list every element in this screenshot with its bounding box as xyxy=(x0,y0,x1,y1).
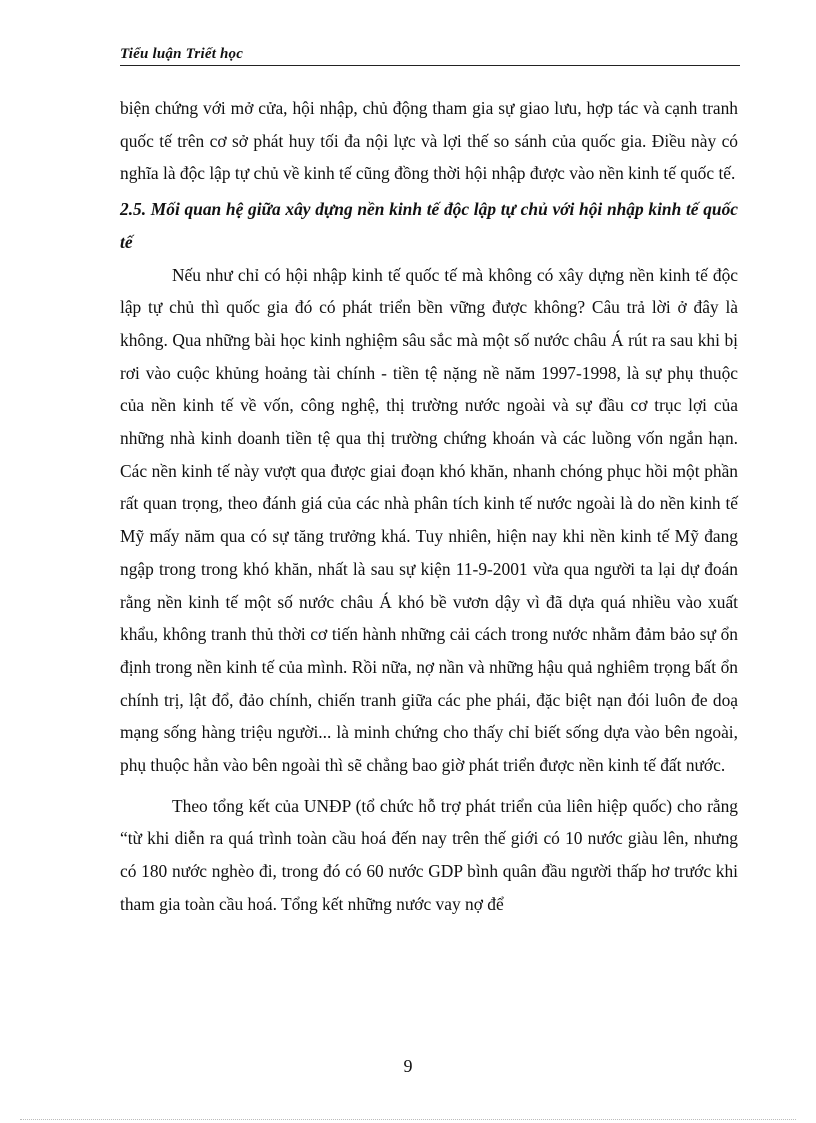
paragraph-body: Nếu như chỉ có hội nhập kinh tế quốc tế mà không có xây dựng nền kinh tế độc lập tự chủ thì quốc gia đó có phát triển bền vững được không? Câu trả lời ở đây là không. Qua những bài học kinh nghiệm sâu sắc mà một số nước châu Á rút ra sau khi bị rơi vào cuộc khủng hoảng tài chính - tiền tệ nặng nề năm 1997-1998, là sự phụ thuộc của nền kinh tế về vốn, công nghệ, thị trường nước ngoài và sự đầu cơ trục lợi của những nhà kinh doanh tiền tệ qua thị trường chứng khoán và các luồng vốn ngắn hạn. Các nền kinh tế này vượt qua được giai đoạn khó khăn, nhanh chóng phục hồi một phần rất quan trọng, theo đánh giá của các nhà phân tích kinh tế nước ngoài là do nền kinh tế Mỹ mấy năm qua có sự tăng trưởng khá. Tuy nhiên, hiện nay khi nền kinh tế Mỹ đang ngập trong trong khó khăn, nhất là sau sự kiện 11-9-2001 vừa qua người ta lại dự đoán rằng nền kinh tế một số nước châu Á khó bề vươn dậy vì đã dựa quá nhiều vào xuất khẩu, không tranh thủ thời cơ tiến hành những cải cách trong nước nhằm đảm bảo sự ổn định trong nền kinh tế của mình. Rồi nữa, nợ nần và những hậu quả nghiêm trọng bất ổn chính trị, lật đổ, đảo chính, chiến tranh giữa các phe phái, đặc biệt nạn đói luôn đe doạ mạng sống hàng triệu người... là minh chứng cho thấy chỉ biết sống dựa vào bên ngoài, phụ thuộc hẳn vào bên ngoài thì sẽ chẳng bao giờ phát triển được nền kinh tế đất nước. xyxy=(120,264,738,776)
header-title: Tiểu luận Triết học xyxy=(120,46,244,62)
header-rule xyxy=(120,65,740,66)
paragraph-body: Theo tổng kết của UNĐP (tổ chức hỗ trợ phát triển của liên hiệp quốc) cho rằng “từ khi diễn ra quá trình toàn cầu hoá đến nay trên thế giới có 10 nước giàu lên, nhưng có 180 nước nghèo đi, trong đó có 60 nước GDP bình quân đầu người thấp hơ trước khi tham gia toàn cầu hoá. Tổng kết những nước vay nợ để xyxy=(120,795,738,914)
page-number: 9 xyxy=(403,1056,413,1076)
paragraph-continuation: biện chứng với mở cửa, hội nhập, chủ động tham gia sự giao lưu, hợp tác và cạnh tranh quốc tế trên cơ sở phát huy tối đa nội lực và lợi thế so sánh của quốc gia. Điều này có nghĩa là độc lập tự chủ về kinh tế cũng đồng thời hội nhập được vào nền kinh tế quốc tế. xyxy=(120,98,738,184)
body-text xyxy=(120,92,738,921)
page-header xyxy=(120,46,740,66)
footer-divider xyxy=(20,1119,796,1120)
section-heading: 2.5. Mối quan hệ giữa xây dựng nền kinh tế độc lập tự chủ với hội nhập kinh tế quốc tế xyxy=(120,199,738,252)
